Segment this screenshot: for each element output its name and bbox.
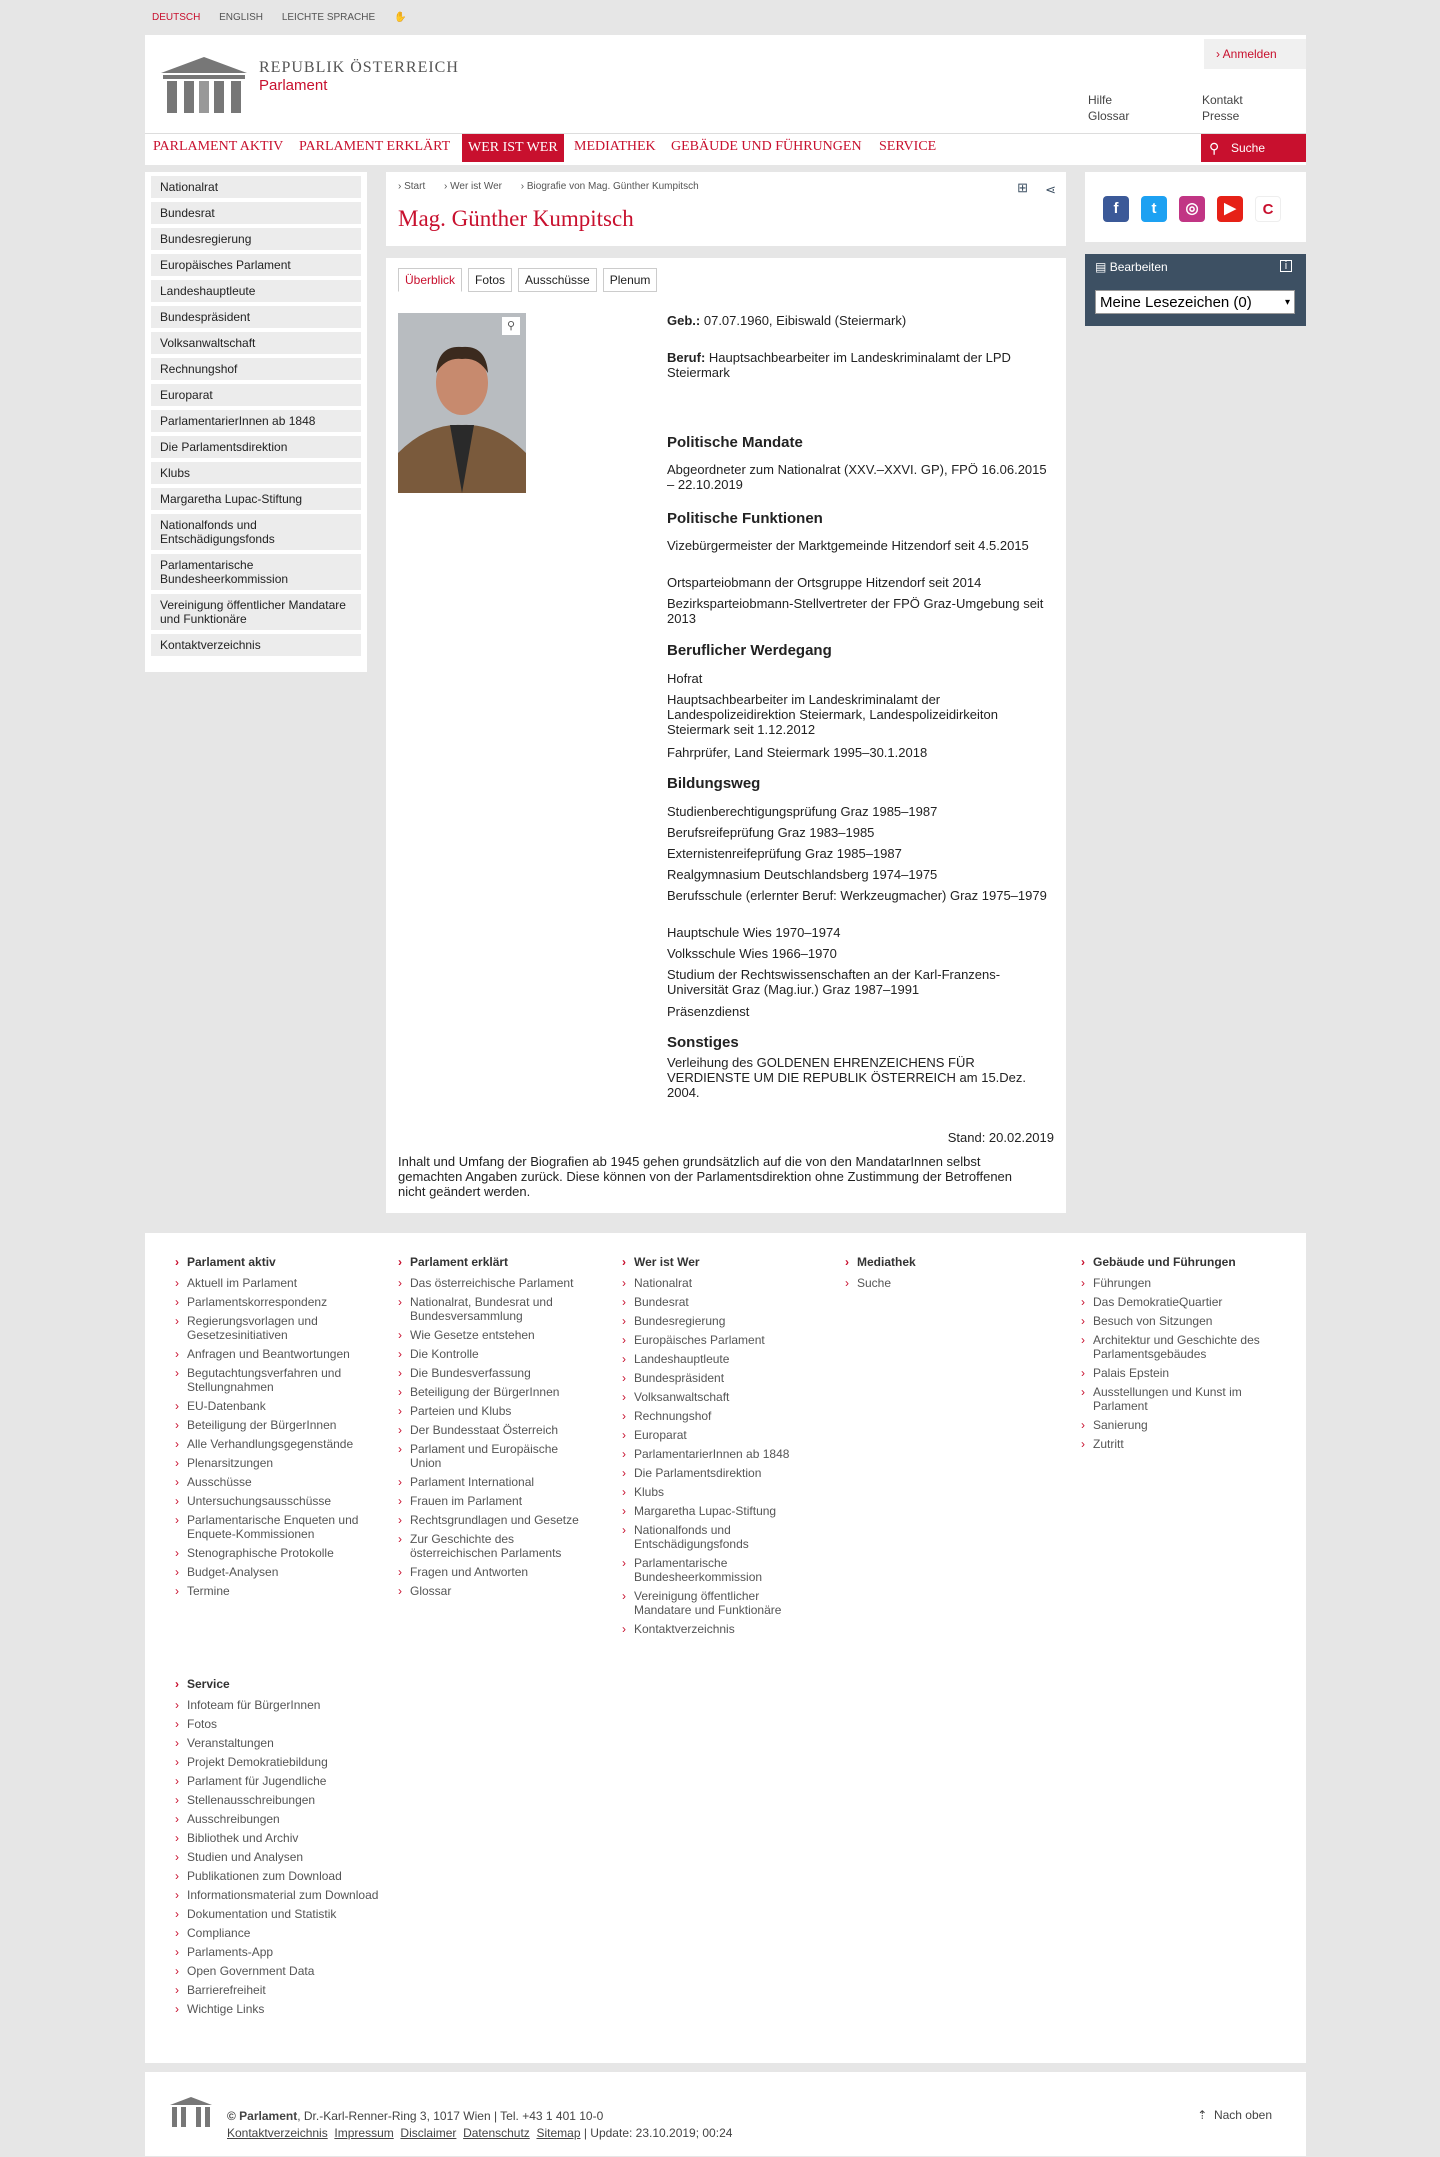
- list-item: Ortsparteiobmann der Ortsgruppe Hitzendorf seit 2014: [667, 575, 982, 590]
- footer-link[interactable]: › Kontaktverzeichnis: [622, 1622, 735, 1636]
- heading-bildungsweg: Bildungsweg: [667, 775, 761, 792]
- footer-link[interactable]: › Compliance: [175, 1926, 251, 1940]
- footer-link[interactable]: › Margaretha Lupac-Stiftung: [622, 1504, 777, 1518]
- bookmark-icon[interactable]: ⊞: [1017, 180, 1028, 195]
- sidebar-item[interactable]: Vereinigung öffentlicher Mandatare und Funktionäre: [151, 594, 361, 630]
- kontakt-link[interactable]: Kontakt: [1202, 93, 1243, 107]
- footer-link[interactable]: › Beteiligung der BürgerInnen: [398, 1385, 560, 1399]
- birth-info: Geb.: 07.07.1960, Eibiswald (Steiermark): [667, 313, 907, 328]
- footer-link[interactable]: › Zur Geschichte des österreichischen Parlaments: [398, 1532, 562, 1560]
- main-content: [386, 258, 1066, 1213]
- sidebar-item[interactable]: Volksanwaltschaft: [151, 332, 361, 354]
- sidebar-item[interactable]: Nationalrat: [151, 176, 361, 198]
- footer-link[interactable]: › Bundespräsident: [622, 1371, 725, 1385]
- title-box: [386, 172, 1066, 246]
- footer-col-mediathek: [845, 1255, 1032, 1295]
- footer-link[interactable]: › Wichtige Links: [175, 2002, 265, 2016]
- tab-plenum[interactable]: Plenum: [603, 268, 658, 292]
- search-button[interactable]: ⚲ Suche: [1201, 134, 1306, 162]
- footer-heading[interactable]: › Service: [175, 1677, 230, 1691]
- lesezeichen-select[interactable]: Meine Lesezeichen (0) ▾: [1095, 290, 1295, 314]
- footer-link[interactable]: › Besuch von Sitzungen: [1081, 1314, 1213, 1328]
- sidebar-item[interactable]: Parlamentarische Bundesheerkommission: [151, 554, 361, 590]
- footer-col-erklaert: [398, 1255, 585, 1603]
- sidebar-item[interactable]: Die Parlamentsdirektion: [151, 436, 361, 458]
- link-disclaimer[interactable]: Disclaimer: [400, 2126, 457, 2140]
- sign-language-icon[interactable]: ✋: [393, 12, 407, 23]
- footer-col-service: [175, 1677, 447, 2021]
- footer-links: [227, 2126, 732, 2140]
- sidebar-item[interactable]: Klubs: [151, 462, 361, 484]
- tab-fotos[interactable]: Fotos: [468, 268, 512, 292]
- footer-link[interactable]: › Zutritt: [1081, 1437, 1124, 1451]
- footer-link[interactable]: › Infoteam für BürgerInnen: [175, 1698, 321, 1712]
- footer-link[interactable]: › Alle Verhandlungsgegenstände: [175, 1437, 354, 1451]
- tab-ueberblick[interactable]: Überblick: [398, 268, 462, 292]
- parliament-small-icon: [169, 2096, 213, 2128]
- footer-link[interactable]: › Fotos: [175, 1717, 218, 1731]
- footer-link[interactable]: › Barrierefreiheit: [175, 1983, 266, 1997]
- footer-link[interactable]: › Rechnungshof: [622, 1409, 712, 1423]
- link-datenschutz[interactable]: Datenschutz: [463, 2126, 530, 2140]
- footer-col-werister: [622, 1255, 809, 1641]
- bearbeiten-label[interactable]: ▤ Bearbeiten: [1095, 260, 1168, 274]
- footer-link[interactable]: › Vereinigung öffentlicher Mandatare und Funktionäre: [622, 1589, 782, 1617]
- footer-link[interactable]: › Das DemokratieQuartier: [1081, 1295, 1223, 1309]
- arrow-up-icon: ⇡: [1197, 2108, 1208, 2122]
- footer-col-gebaeude: [1081, 1255, 1273, 1456]
- facebook-icon[interactable]: f: [1103, 196, 1129, 222]
- chevron-down-icon: ▾: [1284, 297, 1290, 308]
- footer-link[interactable]: › Wie Gesetze entstehen: [398, 1328, 535, 1342]
- parlament-app-icon[interactable]: C: [1255, 196, 1281, 222]
- logo-subtitle: Parlament: [259, 77, 328, 94]
- list-item: Externistenreifeprüfung Graz 1985–1987: [667, 846, 902, 861]
- footer-link[interactable]: › Bibliothek und Archiv: [175, 1831, 299, 1845]
- list-item: Präsenzdienst: [667, 1004, 750, 1019]
- sidebar-item[interactable]: Kontaktverzeichnis: [151, 634, 361, 656]
- sidebar-item[interactable]: ParlamentarierInnen ab 1848: [151, 410, 361, 432]
- social-box: [1085, 172, 1306, 242]
- login-button[interactable]: › Anmelden: [1204, 39, 1306, 69]
- footer-link[interactable]: › Begutachtungsverfahren und Stellungnahmen: [175, 1366, 342, 1394]
- footer-link[interactable]: › Regierungsvorlagen und Gesetzesinitiativen: [175, 1314, 318, 1342]
- list-item: Hauptschule Wies 1970–1974: [667, 925, 841, 940]
- hilfe-link[interactable]: Hilfe: [1088, 93, 1113, 107]
- footer-link[interactable]: › Beteiligung der BürgerInnen: [175, 1418, 337, 1432]
- twitter-icon[interactable]: t: [1141, 196, 1167, 222]
- address-line: © Parlament, Dr.-Karl-Renner-Ring 3, 1017 Wien | Tel. +43 1 401 10-0: [227, 2109, 604, 2123]
- footer-link[interactable]: › Termine: [175, 1584, 230, 1598]
- share-icon[interactable]: ⋖: [1045, 182, 1056, 197]
- footer-heading[interactable]: › Mediathek: [845, 1255, 916, 1269]
- footer-link[interactable]: › ParlamentarierInnen ab 1848: [622, 1447, 790, 1461]
- heading-werdegang: Beruflicher Werdegang: [667, 642, 832, 659]
- footer-link[interactable]: › Ausstellungen und Kunst im Parlament: [1081, 1385, 1242, 1413]
- footer-link[interactable]: › Publikationen zum Download: [175, 1869, 342, 1883]
- footer-link[interactable]: › Bundesrat: [622, 1295, 689, 1309]
- logo-title: REPUBLIK ÖSTERREICH: [259, 59, 459, 76]
- tab-bar: [398, 268, 663, 292]
- zoom-icon[interactable]: ⚲: [502, 317, 520, 335]
- footer-link[interactable]: › Die Kontrolle: [398, 1347, 479, 1361]
- footer-link[interactable]: › Parlamentarische Enqueten und Enquete-Kommissionen: [175, 1513, 359, 1541]
- list-item: Studienberechtigungsprüfung Graz 1985–1987: [667, 804, 938, 819]
- footer-link[interactable]: › Rechtsgrundlagen und Gesetze: [398, 1513, 579, 1527]
- mandate-item: Abgeordneter zum Nationalrat (XXV.–XXVI. GP), FPÖ 16.06.2015 – 22.10.2019: [667, 462, 1047, 492]
- crumb-wer-ist-wer[interactable]: › Wer ist Wer: [444, 181, 502, 192]
- list-item: Bezirksparteiobmann-Stellvertreter der FPÖ Graz-Umgebung seit 2013: [667, 596, 1044, 626]
- list-item: Vizebürgermeister der Marktgemeinde Hitzendorf seit 4.5.2015: [667, 538, 1029, 553]
- footer-link[interactable]: › EU-Datenbank: [175, 1399, 266, 1413]
- footer-heading[interactable]: › Gebäude und Führungen: [1081, 1255, 1236, 1269]
- nav-parlament-erklaert[interactable]: PARLAMENT ERKLÄRT: [299, 139, 451, 154]
- footer-link[interactable]: › Architektur und Geschichte des Parlamentsgebäudes: [1081, 1333, 1260, 1361]
- footer-link[interactable]: › Stellenausschreibungen: [175, 1793, 316, 1807]
- footer-link[interactable]: › Open Government Data: [175, 1964, 315, 1978]
- footer-link[interactable]: › Glossar: [398, 1584, 452, 1598]
- sidebar-item[interactable]: Margaretha Lupac-Stiftung: [151, 488, 361, 510]
- footer-heading[interactable]: › Wer ist Wer: [622, 1255, 700, 1269]
- sidebar-item[interactable]: Bundespräsident: [151, 306, 361, 328]
- lang-deutsch[interactable]: DEUTSCH: [152, 12, 201, 23]
- sidebar-item[interactable]: Europarat: [151, 384, 361, 406]
- footer-link[interactable]: › Aktuell im Parlament: [175, 1276, 298, 1290]
- main-nav: [145, 133, 1306, 161]
- footer-link[interactable]: › Parlamentskorrespondenz: [175, 1295, 328, 1309]
- footer-col-aktiv: [175, 1255, 367, 1603]
- footer-link[interactable]: › Das österreichische Parlament: [398, 1276, 574, 1290]
- info-icon[interactable]: i: [1280, 260, 1292, 272]
- footer-link[interactable]: › Dokumentation und Statistik: [175, 1907, 337, 1921]
- search-icon: ⚲: [1209, 140, 1220, 156]
- parliament-logo-icon: [159, 55, 249, 117]
- sidebar-item[interactable]: Bundesregierung: [151, 228, 361, 250]
- update-date: | Update: 23.10.2019; 00:24: [583, 2126, 733, 2140]
- list-item: Volksschule Wies 1966–1970: [667, 946, 837, 961]
- footer-link[interactable]: › Ausschüsse: [175, 1475, 252, 1489]
- portrait-photo[interactable]: [398, 313, 526, 493]
- heading-mandate: Politische Mandate: [667, 434, 803, 451]
- stand-date: Stand: 20.02.2019: [947, 1130, 1054, 1145]
- sidebar-item[interactable]: Bundesrat: [151, 202, 361, 224]
- presse-link[interactable]: Presse: [1202, 109, 1240, 123]
- link-impressum[interactable]: Impressum: [334, 2126, 394, 2140]
- footer-link[interactable]: › Anfragen und Beantwortungen: [175, 1347, 350, 1361]
- lang-english[interactable]: ENGLISH: [219, 12, 264, 23]
- footer-link[interactable]: › Veranstaltungen: [175, 1736, 274, 1750]
- footer-link[interactable]: › Informationsmaterial zum Download: [175, 1888, 379, 1902]
- list-item: Berufsreifeprüfung Graz 1983–1985: [667, 825, 875, 840]
- occupation-info: Beruf: Hauptsachbearbeiter im Landeskriminalamt der LPD Steiermark: [667, 350, 1011, 380]
- footer-link[interactable]: › Parlament International: [398, 1475, 535, 1489]
- footer-link[interactable]: › Budget-Analysen: [175, 1565, 279, 1579]
- link-kontaktverzeichnis[interactable]: Kontaktverzeichnis: [227, 2126, 328, 2140]
- list-item: Realgymnasium Deutschlandsberg 1974–1975: [667, 867, 938, 882]
- youtube-icon[interactable]: ▶: [1217, 196, 1243, 222]
- bookmark-icon: ▤: [1095, 260, 1107, 274]
- footer-link[interactable]: › Frauen im Parlament: [398, 1494, 523, 1508]
- list-item: Berufsschule (erlernter Beruf: Werkzeugmacher) Graz 1975–1979: [667, 888, 1047, 903]
- nav-service[interactable]: SERVICE: [879, 139, 937, 154]
- footer: [145, 1233, 1306, 2063]
- footer-link[interactable]: › Parlaments-App: [175, 1945, 274, 1959]
- nav-wer-ist-wer[interactable]: WER IST WER: [462, 134, 564, 162]
- footer-link[interactable]: › Palais Epstein: [1081, 1366, 1170, 1380]
- crumb-start[interactable]: › Start: [398, 181, 426, 192]
- footer-link[interactable]: › Fragen und Antworten: [398, 1565, 529, 1579]
- nav-mediathek[interactable]: MEDIATHEK: [574, 139, 656, 154]
- page-title: Mag. Günther Kumpitsch: [398, 206, 634, 231]
- breadcrumb: [398, 181, 715, 192]
- header: [145, 35, 1306, 165]
- footer-link[interactable]: › Parlament für Jugendliche: [175, 1774, 327, 1788]
- footer-heading[interactable]: › Parlament aktiv: [175, 1255, 276, 1269]
- bottom-bar: [145, 2072, 1306, 2156]
- footer-link[interactable]: › Untersuchungsausschüsse: [175, 1494, 332, 1508]
- footer-link[interactable]: › Klubs: [622, 1485, 665, 1499]
- sidebar-item[interactable]: Rechnungshof: [151, 358, 361, 380]
- sidebar-item[interactable]: Europäisches Parlament: [151, 254, 361, 276]
- sonstiges-text: Verleihung des GOLDENEN EHRENZEICHENS FÜR VERDIENSTE UM DIE REPUBLIK ÖSTERREICH am 15.Dez. 2004.: [667, 1055, 1027, 1100]
- footer-link[interactable]: › Die Parlamentsdirektion: [622, 1466, 762, 1480]
- sidebar-item[interactable]: Nationalfonds und Entschädigungsfonds: [151, 514, 361, 550]
- footer-link[interactable]: › Projekt Demokratiebildung: [175, 1755, 328, 1769]
- footer-link[interactable]: › Führungen: [1081, 1276, 1152, 1290]
- list-item: Studium der Rechtswissenschaften an der Karl-Franzens-Universität Graz (Mag.iur.) Graz 1987–1991: [667, 967, 1001, 997]
- tab-ausschuesse[interactable]: Ausschüsse: [518, 268, 597, 292]
- footer-link[interactable]: › Parteien und Klubs: [398, 1404, 512, 1418]
- footer-heading[interactable]: › Parlament erklärt: [398, 1255, 509, 1269]
- list-item: Fahrprüfer, Land Steiermark 1995–30.1.2018: [667, 745, 928, 760]
- language-bar: [152, 12, 422, 23]
- nav-parlament-aktiv[interactable]: PARLAMENT AKTIV: [153, 139, 284, 154]
- footer-link[interactable]: › Europäisches Parlament: [622, 1333, 765, 1347]
- footer-link[interactable]: › Nationalrat: [622, 1276, 693, 1290]
- footer-link[interactable]: › Stenographische Protokolle: [175, 1546, 334, 1560]
- list-item: Hofrat: [667, 671, 703, 686]
- sidebar-item[interactable]: Landeshauptleute: [151, 280, 361, 302]
- crumb-current: › Biografie von Mag. Günther Kumpitsch: [520, 181, 699, 192]
- footer-link[interactable]: › Europarat: [622, 1428, 687, 1442]
- contact-links: [1202, 92, 1243, 124]
- footer-link[interactable]: › Der Bundesstaat Österreich: [398, 1423, 559, 1437]
- footer-link[interactable]: › Sanierung: [1081, 1418, 1148, 1432]
- footer-link[interactable]: › Volksanwaltschaft: [622, 1390, 730, 1404]
- footer-link[interactable]: › Parlamentarische Bundesheerkommission: [622, 1556, 763, 1584]
- footer-link[interactable]: › Nationalfonds und Entschädigungsfonds: [622, 1523, 749, 1551]
- nav-gebaeude[interactable]: GEBÄUDE UND FÜHRUNGEN: [671, 139, 862, 154]
- footer-link[interactable]: › Studien und Analysen: [175, 1850, 304, 1864]
- lang-leichte-sprache[interactable]: LEICHTE SPRACHE: [281, 12, 376, 23]
- footer-link[interactable]: › Bundesregierung: [622, 1314, 726, 1328]
- footer-link[interactable]: › Plenarsitzungen: [175, 1456, 274, 1470]
- bookmark-panel: [1085, 254, 1306, 326]
- disclaimer-note: Inhalt und Umfang der Biografien ab 1945 gehen grundsätzlich auf die von den MandatarInnen selbst gemachten Angaben zurück. Diese können von der Parlamentsdirektion ohne Zustimmung der Betroffenen nicht geändert werden.: [398, 1154, 1013, 1199]
- instagram-icon[interactable]: ◎: [1179, 196, 1205, 222]
- help-links: [1088, 92, 1129, 124]
- sidebar: [145, 172, 367, 672]
- footer-link[interactable]: › Landeshauptleute: [622, 1352, 730, 1366]
- heading-sonstiges: Sonstiges: [667, 1034, 739, 1051]
- logo[interactable]: [159, 55, 459, 122]
- footer-link[interactable]: › Die Bundesverfassung: [398, 1366, 531, 1380]
- heading-funktionen: Politische Funktionen: [667, 510, 823, 527]
- list-item: Hauptsachbearbeiter im Landeskriminalamt der Landespolizeidirektion Steiermark, Landespolizeidirkeiton Steiermark seit 1.12.2012: [667, 692, 998, 737]
- footer-link[interactable]: › Parlament und Europäische Union: [398, 1442, 559, 1470]
- glossar-link[interactable]: Glossar: [1088, 109, 1130, 123]
- link-sitemap[interactable]: Sitemap: [536, 2126, 581, 2140]
- footer-link[interactable]: › Nationalrat, Bundesrat und Bundesversammlung: [398, 1295, 553, 1323]
- footer-link[interactable]: › Ausschreibungen: [175, 1812, 280, 1826]
- footer-link[interactable]: › Suche: [845, 1276, 892, 1290]
- portrait-image: [398, 313, 526, 493]
- nach-oben-link[interactable]: ⇡ Nach oben: [1197, 2108, 1272, 2122]
